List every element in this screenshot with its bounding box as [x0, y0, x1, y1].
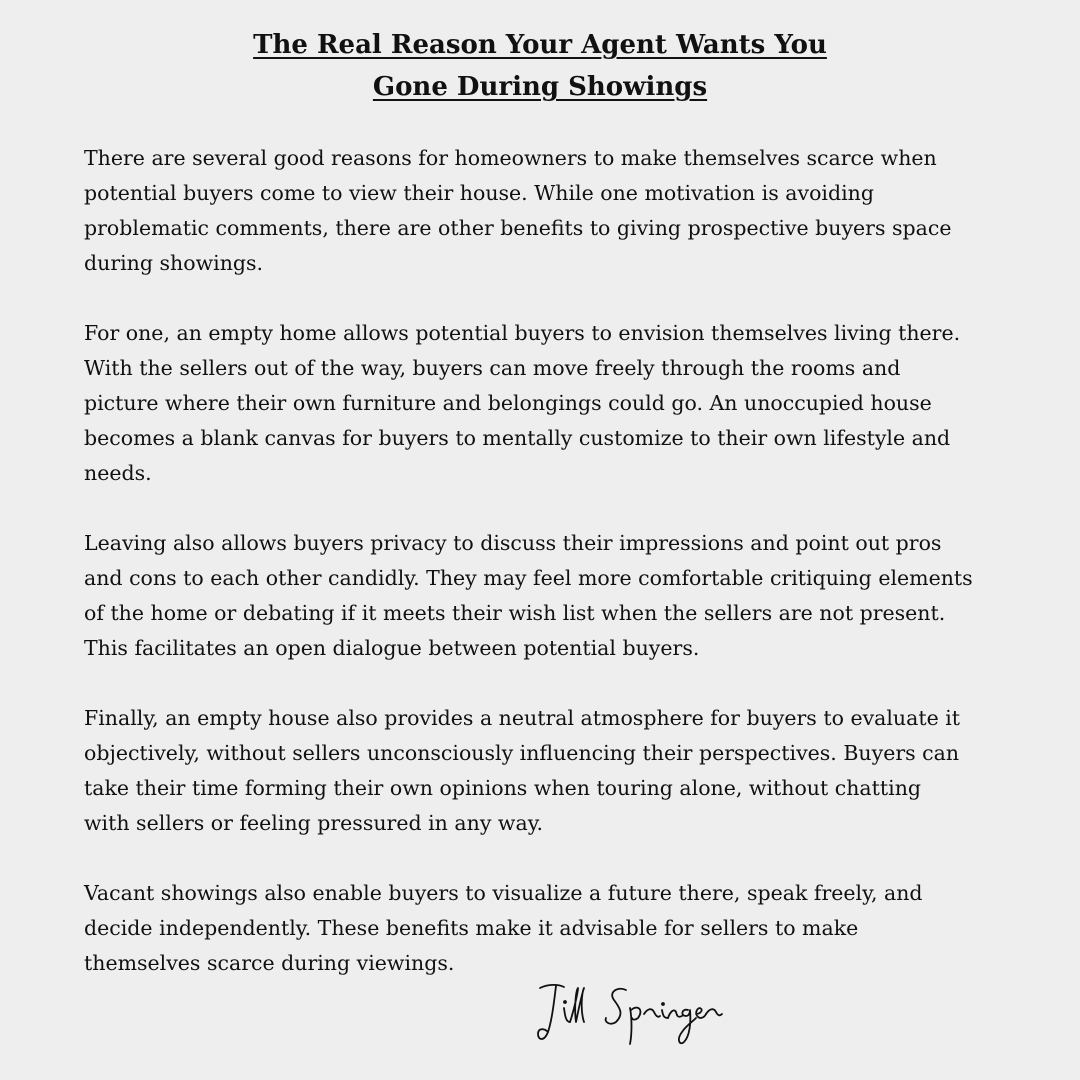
paragraph-2: For one, an empty home allows potential buyers to envision themselves living there. With the sellers out of the way, buyers can move freely through the rooms and picture where their own furniture and belongings could go. An unoccupied house becomes a blank canvas for buyers to mentally customize to their own lifestyle and needs. [84, 321, 961, 485]
page-title [0, 24, 1080, 108]
article-body [84, 141, 1009, 1016]
handwritten-signature [534, 978, 724, 1054]
title-line-2: Gone During Showings [372, 72, 708, 102]
paragraph-4: Finally, an empty house also provides a neutral atmosphere for buyers to evaluate it objectively, without sellers unconsciously influencing their perspectives. Buyers can take their time forming their own opinions when touring alone, without chatting with sellers or feeling pressured in any way. [84, 706, 961, 835]
signature-graphic [534, 978, 724, 1050]
paragraph-3: Leaving also allows buyers privacy to discuss their impressions and point out pros and cons to each other candidly. They may feel more comfortable critiquing elements of the home or debating if it meets their wish list when the sellers are not present. This facilitates an open dialogue between potential buyers. [84, 531, 973, 660]
title-line-1: The Real Reason Your Agent Wants You [253, 30, 827, 60]
paragraph-5: Vacant showings also enable buyers to visualize a future there, speak freely, and decide independently. These benefits make it advisable for sellers to make themselves scarce during viewings. [84, 881, 923, 975]
paragraph-1: There are several good reasons for homeowners to make themselves scarce when potential buyers come to view their house. While one motivation is avoiding problematic comments, there are other benefits to giving prospective buyers space during showings. [84, 146, 952, 275]
